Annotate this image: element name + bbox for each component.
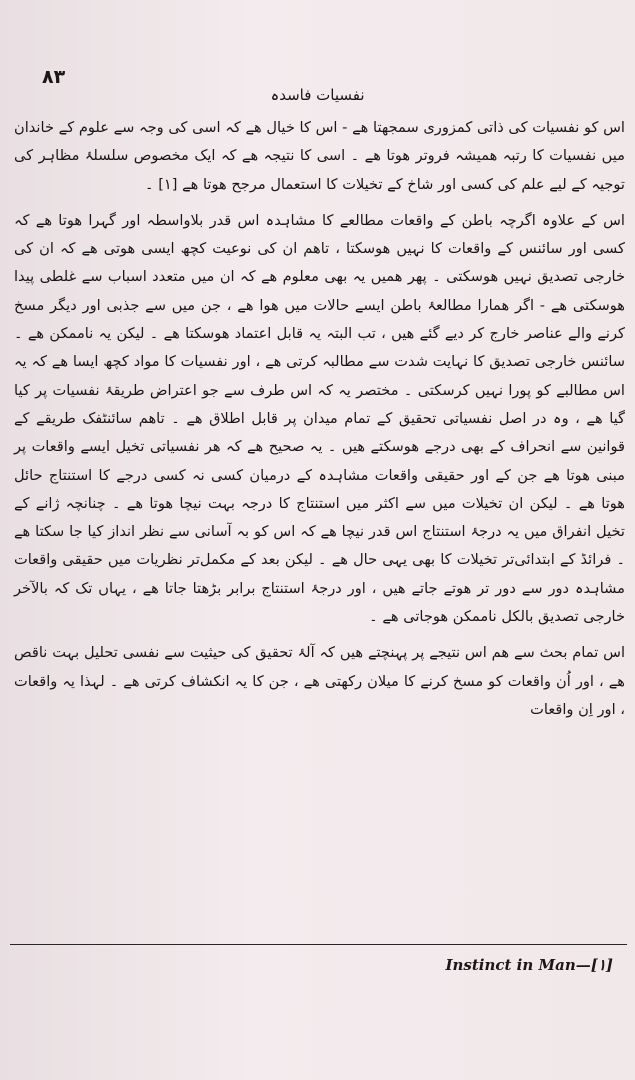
footnote: Instinct in Man—[۱] [445, 956, 613, 974]
paragraph: اس کے علاوہ اگرچہ باطن کے واقعات مطالعے کا مشاہدہ اس قدر بلاواسطہ اور گہرا ھوتا ھے کہ کسی اور سائنس کے واقعات کا نہیں ھوسکتا ، تاھم ان کی نوعیت کچھ ایسی ھوتی ھے کہ ان کی خارجی تصدیق نہیں ھوسکتی ۔ پھر ھمیں یہ بھی معلوم ھے کہ ان میں متعدد اسباب سے غلطی پیدا ھوسکتی ھے - اگر ھمارا مطالعۂ باطن ایسے حالات میں ھوا ھے ، جن میں سے جذبی اور دیگر مسخ کرنے والے عناصر خارج کر دیے گئے ھیں ، تب البتہ یہ قابل اعتماد ھوسکتا ھے ۔ لیکن یہ ناممکن ھے ۔ سائنس خارجی تصدیق کا نہایت شدت سے مطالبہ کرتی ھے ، اور نفسیات کا مواد کچھ ایسا ھے کہ یہ اس مطالبے کو پورا نہیں کرسکتی ۔ مختصر یہ کہ اس طرف سے جو اعتراض طریقۂ نفسیات پر کیا گیا ھے ، وہ در اصل نفسیاتی تحقیق کے تمام میدان پر قابل اطلاق ھے ۔ تاھم سائنٹفک طریقے کے قوانین سے انحراف کے بھی درجے ھوسکتے ھیں ۔ یہ صحیح ھے کہ ھر نفسیاتی تخیل ایسے واقعات پر مبنی ھوتا ھے جن کے اور حقیقی واقعات مشاہدہ کے درمیان کسی نہ کسی درجے کا استنتاج حائل ھوتا ھے ۔ لیکن ان تخیلات میں سے اکثر میں استنتاج کا درجہ بہت نیچا ھوتا ھے ۔ چنانچہ ژانے کے تخیل انفراق میں یہ درجۂ استنتاج اس قدر نیچا ھے کہ اس کو بہ آسانی سے نظر انداز کیا جا سکتا ھے ۔ فرائڈ کے ابتدائی‌تر تخیلات کا بھی یہی حال ھے ۔ لیکن بعد کے مکمل‌تر نظریات میں حقیقی واقعات مشاہدہ دور سے دور تر ھوتے جاتے ھیں ، اور درجۂ استنتاج برابر بڑھتا جاتا ھے ، یہاں تک کہ بالآخر خارجی تصدیق بالکل ناممکن ھوجاتی ھے ۔ [14, 211, 625, 626]
paragraph: اس کو نفسیات کی ذاتی کمزوری سمجھتا ھے - اس کا خیال ھے کہ اسی کی وجہ سے علوم کے خاندان میں نفسیات کا رتبہ ھمیشہ فروتر ھوتا ھے ۔ اسی کا نتیجہ ھے کہ ایک مخصوص سلسلۂ مظاہر کی توجیہ کے لیے علم کی کسی اور شاخ کے تخیلات کا استعمال مرجح ھوتا ھے [۱] ۔ [14, 119, 625, 193]
page-number: ۸۳ [42, 66, 66, 88]
paragraph: اس تمام بحث سے ھم اس نتیجے پر پہنچتے ھیں کہ آلۂ تحقیق کی حیثیت سے نفسی تحلیل بہت ناقص ھے ، اور اُن واقعات کو مسخ کرنے کا میلان رکھتی ھے ، جن کا یہ انکشاف کرتی ھے ۔ لہذا یہ واقعات ، اور اِن واقعات [14, 644, 625, 718]
body-text [14, 114, 625, 724]
footnote-rule [10, 944, 627, 945]
running-head: نفسیات فاسدہ [270, 86, 365, 104]
